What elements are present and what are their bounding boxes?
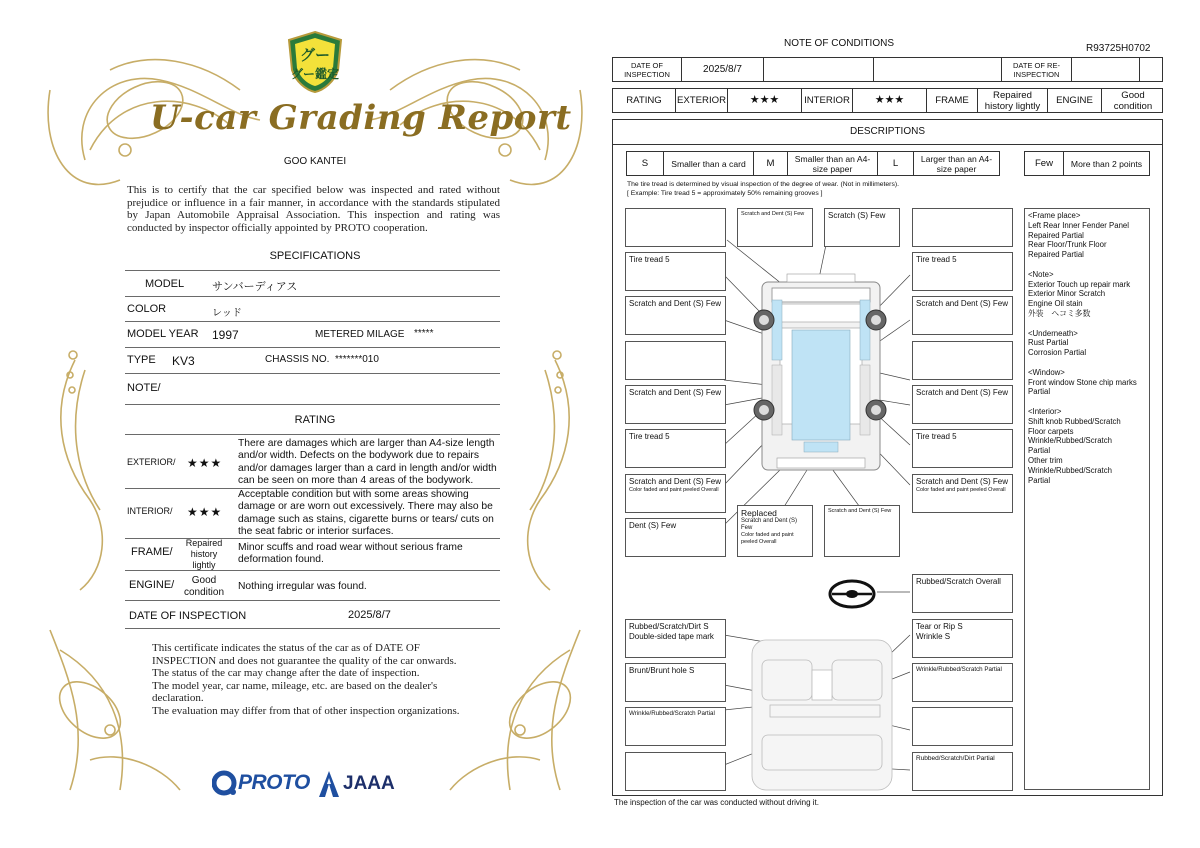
tire-tread-note-line: The tire tread is determined by visual inspection of the degree of wear. (Not in millimeters). — [627, 181, 899, 188]
note-text: Tire tread 5 — [916, 432, 957, 441]
legend-l: L — [877, 152, 913, 175]
model-year-value: 1997 — [212, 328, 239, 342]
rating-heading: RATING — [294, 414, 336, 426]
note-box-left-seat — [625, 663, 726, 702]
note-box-left-front-tire — [625, 252, 726, 291]
note-text: Replaced — [741, 508, 777, 518]
side-note-line: Front window Stone chip marks — [1028, 377, 1137, 387]
frame-value: Repaired history lightly — [977, 89, 1047, 112]
date-of-inspection-label: DATE OF INSPECTION — [129, 610, 247, 622]
note-box-left-mid — [625, 385, 726, 424]
legend-few-desc: More than 2 points — [1063, 152, 1149, 175]
note-box-front-right — [824, 208, 900, 247]
note-text: Scratch and Dent (S) Few — [629, 477, 722, 486]
frame-value: Repaired history lightly — [185, 538, 223, 570]
certificate-disclaimer — [152, 642, 482, 718]
divider — [125, 600, 500, 601]
side-note-line: Wrinkle/Rubbed/Scratch — [1028, 465, 1112, 475]
tire-tread-note-line: [ Example: Tire tread 5 = approximately 50% remaining grooves ] — [627, 190, 823, 197]
note-box-left-bottom — [625, 518, 726, 557]
spacer — [1028, 397, 1146, 407]
legend-m: M — [753, 152, 787, 175]
divider — [125, 296, 500, 297]
metered-mileage-label: METERED MILAGE — [315, 329, 405, 340]
chassis-value: *******010 — [335, 354, 379, 365]
divider — [125, 404, 500, 405]
disclaimer-line: INSPECTION and does not guarantee the quality of the car onwards. — [152, 654, 457, 667]
disclaimer-line: The model year, car name, mileage, etc. are based on the dealer's — [152, 679, 438, 692]
exterior-description: There are damages which are larger than A4-size length and/or width. Defects on the bodywork due to repairs and/or damages larger than a card in length and/or width can be seen on more than 4 areas of the bodywork. — [238, 438, 497, 486]
model-year-label: MODEL YEAR — [127, 328, 199, 340]
divider — [125, 570, 500, 571]
legend-s-desc: Smaller than a card — [663, 152, 753, 175]
conditions-footer: The inspection of the car was conducted without driving it. — [614, 798, 819, 807]
note-box-rear-floor — [912, 752, 1013, 791]
legend-m-desc: Smaller than an A4-size paper — [787, 152, 877, 175]
side-note-line: Rear Floor/Trunk Floor — [1028, 240, 1107, 250]
note-text: Dent (S) Few — [629, 521, 677, 530]
legend-l-desc: Larger than an A4-size paper — [913, 152, 999, 175]
frame-label: FRAME/ — [131, 546, 173, 558]
note-box-right-rear-tire — [912, 429, 1013, 468]
note-box-empty — [912, 341, 1013, 380]
divider — [125, 434, 500, 435]
side-note-line: Partial — [1028, 387, 1051, 397]
side-note-line: Left Rear Inner Fender Panel — [1028, 220, 1129, 230]
interior-label: INTERIOR/ — [127, 506, 173, 516]
report-subtitle: GOO KANTEI — [283, 156, 347, 167]
color-label: COLOR — [127, 303, 167, 315]
note-text: Wrinkle/Rubbed/Scratch Partial — [629, 710, 715, 717]
divider — [125, 347, 500, 348]
side-note-line: Exterior Minor Scratch — [1028, 289, 1106, 299]
model-label: MODEL — [145, 278, 185, 290]
side-note-line: Wrinkle/Rubbed/Scratch — [1028, 436, 1112, 446]
date-of-inspection-label: DATE OF INSPECTION — [624, 60, 670, 79]
legend-few: Few — [1034, 158, 1054, 169]
re-inspection-value — [1071, 58, 1139, 81]
note-box-dashboard — [625, 619, 726, 658]
logo-text: グー鑑定 — [290, 67, 340, 81]
side-note-line: 外装 ヘコミ多数 — [1028, 308, 1091, 318]
size-legend — [626, 151, 1000, 176]
note-text: Scratch and Dent (S) Few — [916, 477, 1009, 486]
type-value: KV3 — [172, 354, 195, 368]
divider — [125, 373, 500, 374]
side-note-line: <Interior> — [1028, 406, 1062, 416]
note-box-steering — [912, 574, 1013, 613]
divider — [125, 628, 500, 629]
report-title: U-car Grading Report — [150, 98, 572, 138]
van-interior-view — [752, 640, 892, 790]
report-id: R93725H0702 — [1086, 43, 1151, 54]
divider — [125, 321, 500, 322]
disclaimer-line: declaration. — [152, 692, 204, 705]
note-box-right-front-tire — [912, 252, 1013, 291]
note-text: Scratch and Dent (S) Few — [741, 211, 805, 217]
specifications-heading: SPECIFICATIONS — [269, 250, 361, 262]
engine-label: ENGINE — [1047, 89, 1101, 112]
note-text: Rubbed/Scratch/Dirt Partial — [916, 755, 995, 762]
note-text: Rubbed/Scratch Overall — [916, 577, 1001, 586]
note-box-empty — [625, 752, 726, 791]
note-text: Scratch and Dent (S) Few — [916, 299, 1009, 308]
metered-mileage-value: ***** — [414, 328, 434, 339]
conditions-title: NOTE OF CONDITIONS — [784, 38, 894, 49]
note-box-left-front — [625, 296, 726, 335]
note-subtext: Color faded and paint peeled Overall — [916, 487, 1006, 493]
side-note-line: <Frame place> — [1028, 211, 1081, 220]
note-text: Scratch and Dent (S) Few — [916, 388, 1009, 397]
note-box-right-front — [912, 296, 1013, 335]
disclaimer-line: This certificate indicates the status of the car as of DATE OF — [152, 642, 420, 654]
note-box-left-rear-tire — [625, 429, 726, 468]
note-box-left-door — [625, 707, 726, 746]
note-text: Scratch and Dent (S) Few — [629, 388, 722, 397]
descriptions-heading: DESCRIPTIONS — [612, 119, 1163, 145]
note-text: Wrinkle/Rubbed/Scratch Partial — [916, 666, 1002, 673]
note-box-empty — [912, 208, 1013, 247]
date-of-inspection-value: 2025/8/7 — [348, 609, 391, 621]
side-note-line: Repaired Partial — [1028, 250, 1084, 260]
steering-wheel-icon — [830, 581, 874, 607]
blank-cell — [763, 58, 873, 81]
blank-cell — [873, 58, 1001, 81]
jaaa-mark-icon — [318, 770, 340, 798]
side-note-line: Corrosion Partial — [1028, 348, 1087, 358]
side-note-line: Partial — [1028, 446, 1051, 456]
note-box-right-seat — [912, 619, 1013, 658]
interior-description: Acceptable condition but with some areas showing damage or are worn out excessively. There may also be damage such as stains, cigarette burns or tears/ cuts on the seat fabric or interior surfaces. — [238, 489, 494, 537]
side-note-line: Partial — [1028, 475, 1051, 485]
spacer — [1028, 358, 1146, 368]
note-box-empty — [625, 341, 726, 380]
legend-s: S — [641, 158, 649, 169]
rating-label: RATING — [626, 95, 662, 106]
note-box-front-left — [737, 208, 813, 247]
note-text: Double-sided tape mark — [629, 632, 714, 641]
date-row — [612, 57, 1163, 82]
note-box-left-rear — [625, 474, 726, 513]
note-text: Rubbed/Scratch/Dirt S — [629, 622, 709, 631]
note-text: Tire tread 5 — [629, 255, 670, 264]
frame-label: FRAME — [926, 89, 977, 112]
model-value: サンバーディアス — [212, 281, 298, 293]
note-box-right-mid — [912, 385, 1013, 424]
proto-logo — [212, 770, 310, 796]
color-value: レッド — [212, 308, 242, 319]
side-note-line: Shift knob Rubbed/Scratch — [1028, 416, 1121, 426]
date-of-inspection-value: 2025/8/7 — [681, 58, 763, 81]
interior-stars: ★★★ — [187, 505, 223, 519]
certification-intro: This is to certify that the car specified below was inspected and rated without prejudice or influence in a fair manner, in accordance with the standards stipulated by Japan Automobile Appraisal Association. This inspection and rating was conducted by inspector officially appointed by PROTO cooperation. — [127, 184, 500, 234]
note-box-right-rear — [912, 474, 1013, 513]
proto-logo-text: PROTO — [238, 771, 310, 794]
note-box-empty — [625, 208, 726, 247]
side-note-line: <Underneath> — [1028, 328, 1078, 338]
engine-value: Good condition — [1101, 89, 1164, 112]
jaaa-logo — [318, 770, 395, 798]
frame-description: Minor scuffs and road wear without serious frame deformation found. — [238, 542, 463, 566]
side-note-line: Repaired Partial — [1028, 230, 1084, 240]
svg-text:グー: グー — [299, 46, 331, 64]
note-text: Scratch and Dent (S) Few — [741, 518, 798, 531]
side-notes — [1024, 208, 1150, 790]
type-label: TYPE — [127, 354, 156, 366]
van-top-view — [754, 274, 886, 470]
spacer — [1028, 319, 1146, 329]
spacer — [1028, 260, 1146, 270]
note-box-rear-right — [824, 505, 900, 557]
side-note-line: Exterior Touch up repair mark — [1028, 279, 1131, 289]
engine-description: Nothing irregular was found. — [238, 581, 367, 592]
note-box-rear-center — [737, 505, 813, 557]
side-note-line: Other trim — [1028, 455, 1063, 465]
note-text: Scratch (S) Few — [828, 211, 886, 220]
re-inspection-label: DATE OF RE-INSPECTION — [1001, 58, 1071, 81]
note-box-right-door — [912, 663, 1013, 702]
note-text: Tire tread 5 — [916, 255, 957, 264]
jaaa-logo-text: JAAA — [343, 773, 395, 794]
few-legend — [1024, 151, 1150, 176]
proto-mark-icon — [212, 770, 238, 796]
side-note-line: <Window> — [1028, 367, 1065, 377]
note-subtext: Color faded and paint peeled Overall — [741, 532, 794, 545]
rating-row — [612, 88, 1163, 113]
note-text: Wrinkle S — [916, 632, 951, 641]
engine-label: ENGINE/ — [129, 579, 175, 591]
interior-label: INTERIOR — [801, 89, 852, 112]
side-note-line: Floor carpets — [1028, 426, 1074, 436]
tire-tread-note — [627, 180, 899, 198]
exterior-stars: ★★★ — [727, 89, 801, 112]
exterior-stars: ★★★ — [187, 456, 223, 470]
exterior-label: EXTERIOR — [675, 89, 727, 112]
note-box-empty — [912, 707, 1013, 746]
divider — [125, 270, 500, 271]
engine-value: Good condition — [183, 575, 225, 598]
note-text: Tire tread 5 — [629, 432, 670, 441]
note-text: Tear or Rip S — [916, 622, 963, 631]
note-subtext: Color faded and paint peeled Overall — [629, 487, 719, 493]
disclaimer-line: The status of the car may change after the date of inspection. — [152, 667, 420, 680]
interior-stars: ★★★ — [852, 89, 926, 112]
note-text: Brunt/Brunt hole S — [629, 666, 695, 675]
goo-kantei-logo — [286, 30, 344, 94]
side-note-line: Engine Oil stain — [1028, 299, 1083, 309]
side-note-line: <Note> — [1028, 269, 1054, 279]
exterior-label: EXTERIOR/ — [127, 457, 176, 467]
blank-cell — [1139, 58, 1164, 81]
note-label: NOTE/ — [127, 382, 161, 394]
disclaimer-line: The evaluation may differ from that of other inspection organizations. — [152, 704, 460, 717]
note-text: Scratch and Dent (S) Few — [828, 508, 892, 514]
chassis-label: CHASSIS NO. — [265, 354, 330, 365]
side-note-line: Rust Partial — [1028, 338, 1069, 348]
note-text: Scratch and Dent (S) Few — [629, 299, 722, 308]
